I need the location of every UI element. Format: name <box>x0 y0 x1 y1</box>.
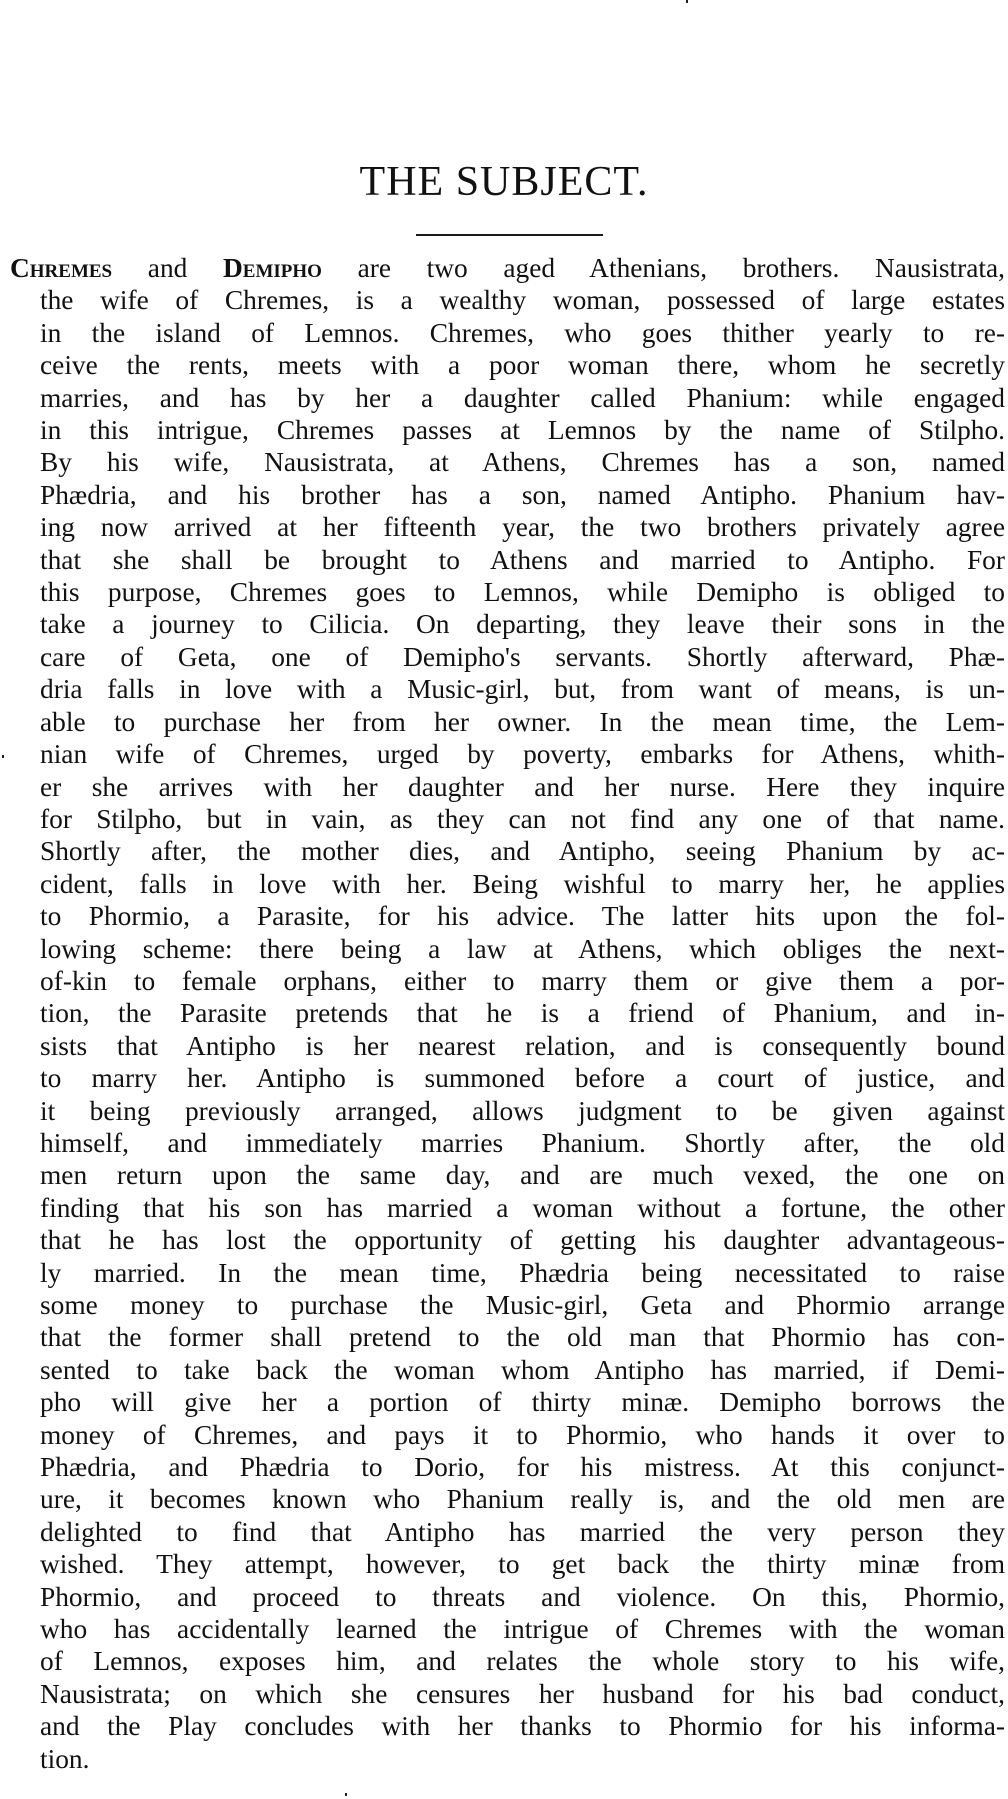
paragraph-line: in the island of Lemnos. Chremes, who goes thither yearly to re- <box>40 317 1005 348</box>
paragraph-line: tion. <box>40 1743 90 1774</box>
paragraph-line: that he has lost the opportunity of getting his daughter advantageous- <box>40 1225 1005 1256</box>
paragraph-line: er she arrives with her daughter and her nurse. Here they inquire <box>40 771 1005 802</box>
paragraph-line: ing now arrived at her fifteenth year, the two brothers privately agree <box>40 512 1005 543</box>
paragraph-line: cident, falls in love with her. Being wishful to marry her, he applies <box>40 868 1005 899</box>
print-speck-left <box>2 755 4 758</box>
print-speck-bottom <box>345 1793 347 1796</box>
paragraph-line: Phædria, and Phædria to Dorio, for his mistress. At this conjunct- <box>40 1452 1005 1483</box>
paragraph-line: take a journey to Cilicia. On departing, they leave their sons in the <box>40 609 1005 640</box>
paragraph-line: this purpose, Chremes goes to Lemnos, while Demipho is obliged to <box>40 577 1005 608</box>
paragraph-line: Phædria, and his brother has a son, named Antipho. Phanium hav- <box>40 479 1005 510</box>
paragraph-line: men return upon the same day, and are much vexed, the one on <box>40 1160 1005 1191</box>
first-line-connector: and <box>147 253 188 283</box>
first-line-rest: are two aged Athenians, brothers. Nausistrata, <box>357 253 1006 283</box>
paragraph-line: to Phormio, a Parasite, for his advice. The latter hits upon the fol- <box>40 901 1005 932</box>
paragraph-line: lowing scheme: there being a law at Athens, which obliges the next- <box>40 933 1005 964</box>
paragraph-line: ceive the rents, meets with a poor woman there, whom he secretly <box>40 350 1005 381</box>
paragraph-line: it being previously arranged, allows judgment to be given against <box>40 1095 1005 1126</box>
paragraph-line: pho will give her a portion of thirty minæ. Demipho borrows the <box>40 1387 1005 1418</box>
paragraph-line: and the Play concludes with her thanks to Phormio for his informa- <box>40 1711 1005 1742</box>
paragraph-line: that she shall be brought to Athens and married to Antipho. For <box>40 544 1005 575</box>
paragraph-line: to marry her. Antipho is summoned before a court of justice, and <box>40 1063 1005 1094</box>
paragraph-line: marries, and has by her a daughter called Phanium: while engaged <box>40 382 1005 413</box>
paragraph-line: sented to take back the woman whom Antipho has married, if Demi- <box>40 1354 1005 1385</box>
paragraph-line: money of Chremes, and pays it to Phormio, who hands it over to <box>40 1419 1005 1450</box>
paragraph-line: Phormio, and proceed to threats and violence. On this, Phormio, <box>40 1581 1005 1612</box>
name-chremes: Chremes <box>10 253 113 283</box>
paragraph-line: himself, and immediately marries Phanium. Shortly after, the old <box>40 1127 1005 1158</box>
paragraph-line: care of Geta, one of Demipho's servants. Shortly afterward, Phæ- <box>40 641 1005 672</box>
paragraph-line: wished. They attempt, however, to get back the thirty minæ from <box>40 1549 1005 1580</box>
paragraph-line: ure, it becomes known who Phanium really is, and the old men are <box>40 1484 1005 1515</box>
paragraph-line-first <box>10 252 1005 284</box>
name-demipho: Demipho <box>222 253 322 283</box>
paragraph-line: By his wife, Nausistrata, at Athens, Chremes has a son, named <box>40 447 1005 478</box>
paragraph-line: sists that Antipho is her nearest relation, and is consequently bound <box>40 1030 1005 1061</box>
paragraph-line: of Lemnos, exposes him, and relates the whole story to his wife, <box>40 1646 1005 1677</box>
paragraph-line: that the former shall pretend to the old man that Phormio has con- <box>40 1322 1005 1353</box>
paragraph-line: of-kin to female orphans, either to marry them or give them a por- <box>40 965 1005 996</box>
title-rule <box>416 234 603 236</box>
paragraph-line: nian wife of Chremes, urged by poverty, embarks for Athens, whith- <box>40 739 1005 770</box>
paragraph-line: some money to purchase the Music-girl, Geta and Phormio arrange <box>40 1290 1005 1320</box>
paragraph-line: in this intrigue, Chremes passes at Lemnos by the name of Stilpho. <box>40 415 1005 446</box>
paragraph-line: for Stilpho, but in vain, as they can not find any one of that name. <box>40 803 1005 834</box>
paragraph-line: Shortly after, the mother dies, and Antipho, seeing Phanium by ac- <box>40 836 1005 867</box>
paragraph-line: the wife of Chremes, is a wealthy woman, possessed of large estates <box>40 285 1005 316</box>
page-title: THE SUBJECT. <box>359 159 649 205</box>
paragraph-line: delighted to find that Antipho has married the very person they <box>40 1516 1005 1547</box>
paragraph-line: who has accidentally learned the intrigue of Chremes with the woman <box>40 1614 1005 1645</box>
paragraph-line: finding that his son has married a woman without a fortune, the other <box>40 1192 1005 1223</box>
paragraph-line: able to purchase her from her owner. In the mean time, the Lem- <box>40 706 1005 737</box>
paragraph-line: ly married. In the mean time, Phædria being necessitated to raise <box>40 1257 1005 1288</box>
paragraph-line: tion, the Parasite pretends that he is a friend of Phanium, and in- <box>40 998 1005 1029</box>
paragraph-line: Nausistrata; on which she censures her husband for his bad conduct, <box>40 1678 1005 1709</box>
print-speck-top <box>686 0 688 3</box>
paragraph-line: dria falls in love with a Music-girl, but, from want of means, is un- <box>40 674 1005 705</box>
subject-paragraph <box>10 252 1005 1775</box>
